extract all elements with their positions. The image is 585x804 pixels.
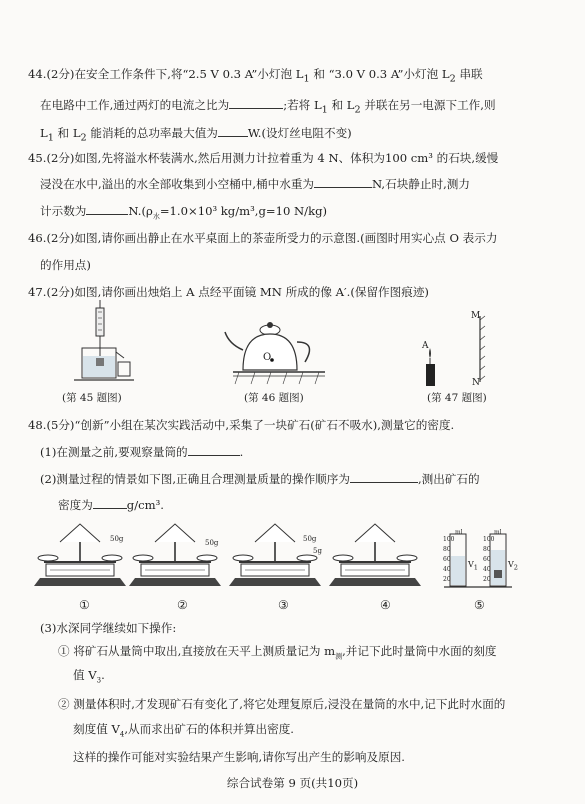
q45-line2: 浸没在水中,溢出的水全部收集到小空桶中,桶中水重为 N,石块静止时,测力 xyxy=(40,177,470,191)
q47-line1: 47.(2分)如图,请你画出烛焰上 A 点经平面镜 MN 所成的像 A′.(保留作图痕迹) xyxy=(28,285,429,299)
balance-figures xyxy=(40,520,500,600)
figure-num-3: ③ xyxy=(278,598,289,612)
mirror-m-label: M xyxy=(471,311,481,321)
balance-2 xyxy=(129,524,221,586)
q44-line3: $L_1$ 和 $L_2$ 能消耗的总功率最大值为 W.(设灯丝电阻不变) xyxy=(40,126,352,144)
mirror-n-label: N xyxy=(472,378,480,388)
figure-46-teapot xyxy=(225,320,330,388)
q48-step2: ② 测量体积时,才发现矿石有变化了,将它处理复原后,浸没在量筒的水中,记下此时水面的 xyxy=(58,697,506,711)
figure-47-caption: (第 47 题图) xyxy=(427,392,487,404)
weight-50g-1: 50g xyxy=(110,535,124,543)
ml-label: ml xyxy=(455,529,463,536)
point-a-label: A xyxy=(422,341,429,351)
cylinder-tick-label: 100 xyxy=(443,536,455,543)
v2-label: $V_2$ xyxy=(508,560,519,572)
o-point-label: O xyxy=(263,352,272,363)
q48-line1: 48.(5分)“创新”小组在某次实践活动中,采集了一块矿石(矿石不吸水),测量它的密度. xyxy=(28,418,455,432)
weight-50g-2: 50g xyxy=(205,539,219,547)
ml-label: ml xyxy=(494,529,502,536)
cylinder-tick-label: 60 xyxy=(483,556,491,563)
v1-label: $V_1$ xyxy=(468,560,479,572)
q48-sub2: (2)测量过程的情景如下图,正确且合理测量质量的操作顺序为 ,测出矿石的 xyxy=(40,472,480,486)
q45-line3: 计示数为 $N.(\rho_水=1.0\times 10^3$ kg/m³,g=10 N/kg) xyxy=(40,204,328,221)
answer-blank[interactable] xyxy=(86,203,128,215)
page-footer: 综合试卷第 9 页(共10页) xyxy=(226,776,359,790)
cylinder-tick-label: 80 xyxy=(483,546,491,553)
q48-step1-line2: 值 $V_3$. xyxy=(73,668,105,685)
figure-46-caption: (第 46 题图) xyxy=(244,392,304,404)
q48-sub3: (3)水深同学继续如下操作: xyxy=(40,621,177,635)
q48-step1: ① 将矿石从量筒中取出,直接放在天平上测质量记为 $m_测$,并记下此时量筒中水面的刻度 xyxy=(58,644,497,661)
answer-blank[interactable] xyxy=(93,497,127,509)
q48-sub1: (1)在测量之前,要观察量筒的 . xyxy=(40,445,244,459)
cylinder-tick-label: 40 xyxy=(483,566,491,573)
figure-45-caption: (第 45 题图) xyxy=(62,392,122,404)
figure-num-1: ① xyxy=(79,598,90,612)
weight-50g-3: 50g xyxy=(303,535,317,543)
q44-line2: 在电路中工作,通过两灯的电流之比为 ;若将 $L_1$ 和 $L_2$ 并联在另一电源下工作,则 xyxy=(40,98,496,116)
answer-blank[interactable] xyxy=(350,471,418,483)
answer-blank[interactable] xyxy=(188,444,240,456)
cylinder-tick-label: 60 xyxy=(443,556,451,563)
cylinder-1-ticks xyxy=(443,535,454,585)
q45-line1: 45.(2分)如图,先将溢水杯装满水,然后用测力计拉着重为 4 N、体积为100 cm³ 的石块,缓慢 xyxy=(28,151,499,165)
figure-num-4: ④ xyxy=(380,598,391,612)
q44-line1: 44.(2分)在安全工作条件下,将“2.5 V 0.3 A”小灯泡 $L_1$ 和 “3.0 V 0.3 A”小灯泡 $L_2$ 串联 xyxy=(28,67,483,85)
figure-num-2: ② xyxy=(177,598,188,612)
q46-line2: 的作用点) xyxy=(40,258,91,272)
q46-line1: 46.(2分)如图,请你画出静止在水平桌面上的茶壶所受力的示意图.(画图时用实心点 O 表示力 xyxy=(28,231,498,245)
cylinder-2-ticks xyxy=(483,535,494,585)
q48-step2-line2: 刻度值 $V_4$,从而求出矿石的体积并算出密度. xyxy=(73,722,294,739)
cylinder-tick-label: 100 xyxy=(483,536,495,543)
cylinder-tick-label: 40 xyxy=(443,566,451,573)
q48-question: 这样的操作可能对实验结果产生影响,请你写出产生的影响及原因. xyxy=(73,750,405,764)
balance-3 xyxy=(229,524,321,586)
balance-4 xyxy=(329,524,421,586)
figure-45-overflow-cup xyxy=(70,300,140,390)
cylinder-tick-label: 20 xyxy=(443,576,451,583)
cylinder-tick-label: 20 xyxy=(483,576,491,583)
q48-sub2-line2: 密度为 g/cm³. xyxy=(58,498,164,512)
balance-1 xyxy=(34,524,126,586)
cylinder-tick-label: 80 xyxy=(443,546,451,553)
answer-blank[interactable] xyxy=(218,125,248,137)
figure-num-5: ⑤ xyxy=(474,598,485,612)
answer-blank[interactable] xyxy=(229,97,283,109)
answer-blank[interactable] xyxy=(314,176,372,188)
weight-5g-3: 5g xyxy=(313,547,322,555)
